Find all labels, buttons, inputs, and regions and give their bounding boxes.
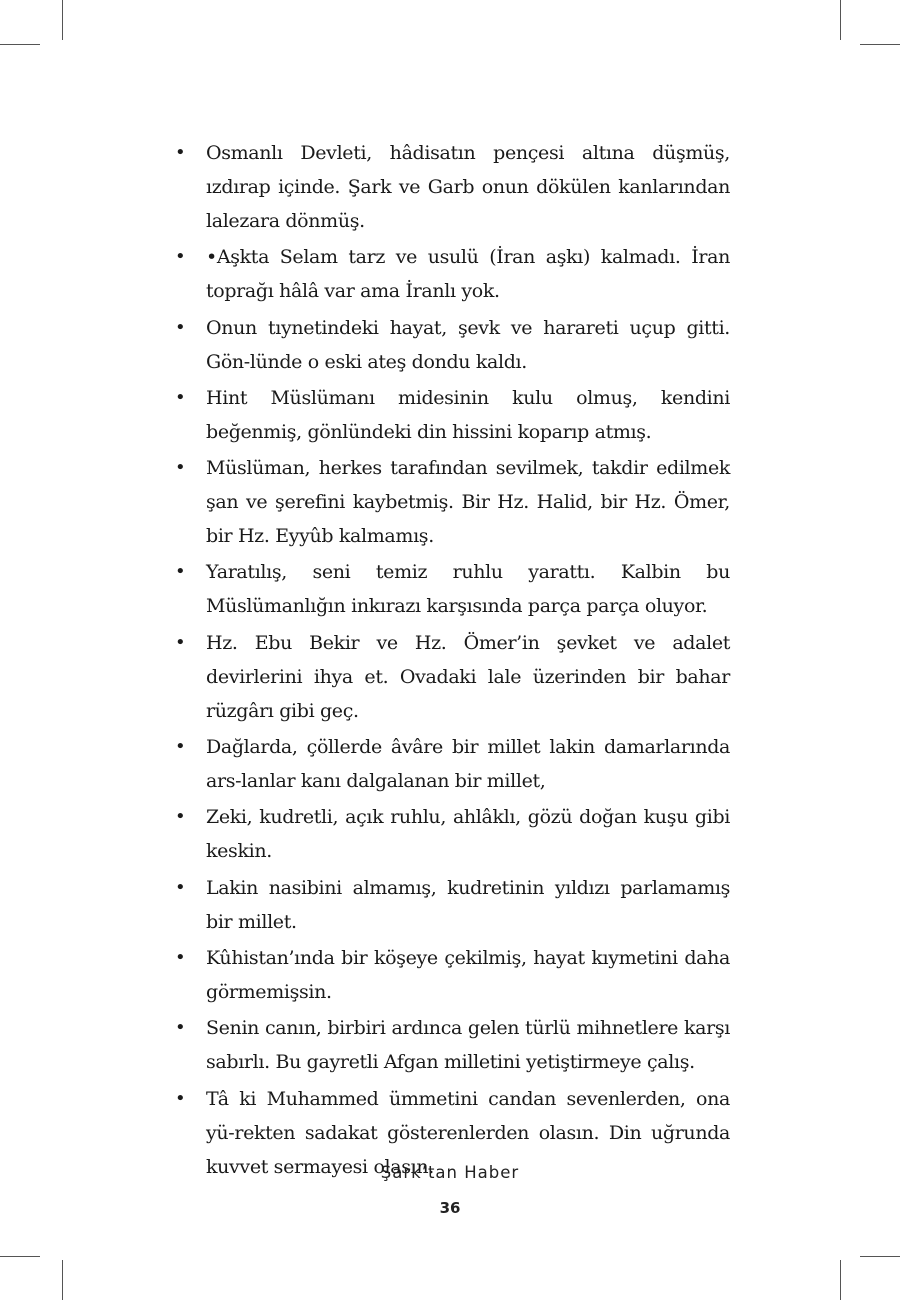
bullet-text: •Aşkta Selam tarz ve usulü (İran aşkı) kalmadı. İran toprağı hâlâ var ama İranlı yok. xyxy=(206,246,730,303)
bullet-marker: • xyxy=(175,457,186,479)
bullet-item xyxy=(172,555,730,623)
bullet-marker: • xyxy=(175,246,186,268)
bullet-item xyxy=(172,311,730,379)
bullet-text: Kûhistan’ında bir köşeye çekilmiş, hayat kıymetini daha görmemişsin. xyxy=(206,946,730,1003)
bullet-item xyxy=(172,381,730,449)
crop-mark-top-right-horizontal xyxy=(860,44,900,45)
bullet-marker: • xyxy=(175,316,186,338)
page-number: 36 xyxy=(439,1199,461,1217)
bullet-item xyxy=(172,451,730,553)
bullet-text: Müslüman, herkes tarafından sevilmek, takdir edilmek şan ve şerefini kaybetmiş. Bir Hz. Halid, bir Hz. Ömer, bir Hz. Eyyûb kalmamış. xyxy=(206,457,730,548)
bullet-item xyxy=(172,626,730,728)
bullet-text: Dağlarda, çöllerde âvâre bir millet lakin damarlarında ars-lanlar kanı dalgalanan bir millet, xyxy=(206,736,730,793)
bullet-item xyxy=(172,1011,730,1079)
bullet-item xyxy=(172,136,730,238)
crop-mark-bottom-left-vertical xyxy=(62,1260,63,1300)
bullet-marker: • xyxy=(175,876,186,898)
bullet-marker: • xyxy=(175,806,186,828)
crop-mark-bottom-right-vertical xyxy=(840,1260,841,1300)
page-body xyxy=(172,136,730,1186)
bullet-text: Lakin nasibini almamış, kudretinin yıldızı parlamamış bir millet. xyxy=(206,876,730,933)
crop-mark-bottom-right-horizontal xyxy=(860,1256,900,1257)
bullet-item xyxy=(172,730,730,798)
bullet-item xyxy=(172,871,730,939)
bullet-marker: • xyxy=(175,1087,186,1109)
bullet-text: Yaratılış, seni temiz ruhlu yarattı. Kalbin bu Müslümanlığın inkırazı karşısında parça parça oluyor. xyxy=(206,561,730,618)
bullet-text: Tâ ki Muhammed ümmetini candan sevenlerden, ona yü-rekten sadakat gösterenlerden olasın. Din uğrunda kuvvet sermayesi olasın. xyxy=(206,1087,730,1178)
crop-mark-top-left-horizontal xyxy=(0,44,40,45)
bullet-text: Hint Müslümanı midesinin kulu olmuş, kendini beğenmiş, gönlündeki din hissini koparıp atmış. xyxy=(206,386,730,443)
bullet-text: Onun tıynetindeki hayat, şevk ve harareti uçup gitti. Gön-lünde o eski ateş dondu kaldı. xyxy=(206,316,730,373)
bullet-text: Hz. Ebu Bekir ve Hz. Ömer’in şevket ve adalet devirlerini ihya et. Ovadaki lale üzerinden bir bahar rüzgârı gibi geç. xyxy=(206,631,730,722)
bullet-item xyxy=(172,240,730,308)
bullet-item xyxy=(172,941,730,1009)
crop-mark-top-right-vertical xyxy=(840,0,841,40)
crop-mark-bottom-left-horizontal xyxy=(0,1256,40,1257)
bullet-item xyxy=(172,800,730,868)
bullet-marker: • xyxy=(175,142,186,163)
bullet-text: Osmanlı Devleti, hâdisatın pençesi altına düşmüş, ızdırap içinde. Şark ve Garb onun dökülen kanlarından lalezara dönmüş. xyxy=(206,142,730,232)
bullet-marker: • xyxy=(175,1017,186,1039)
bullet-marker: • xyxy=(175,736,186,758)
bullet-text: Senin canın, birbiri ardınca gelen türlü mihnetlere karşı sabırlı. Bu gayretli Afgan milletini yetiştirmeye çalış. xyxy=(206,1017,730,1074)
bullet-text: Zeki, kudretli, açık ruhlu, ahlâklı, gözü doğan kuşu gibi keskin. xyxy=(206,806,730,863)
running-footer-title: Şark’tan Haber xyxy=(380,1163,520,1182)
crop-mark-top-left-vertical xyxy=(62,0,63,40)
bullet-marker: • xyxy=(175,946,186,968)
bullet-marker: • xyxy=(175,631,186,653)
bullet-marker: • xyxy=(175,561,186,583)
bullet-marker: • xyxy=(175,386,186,408)
